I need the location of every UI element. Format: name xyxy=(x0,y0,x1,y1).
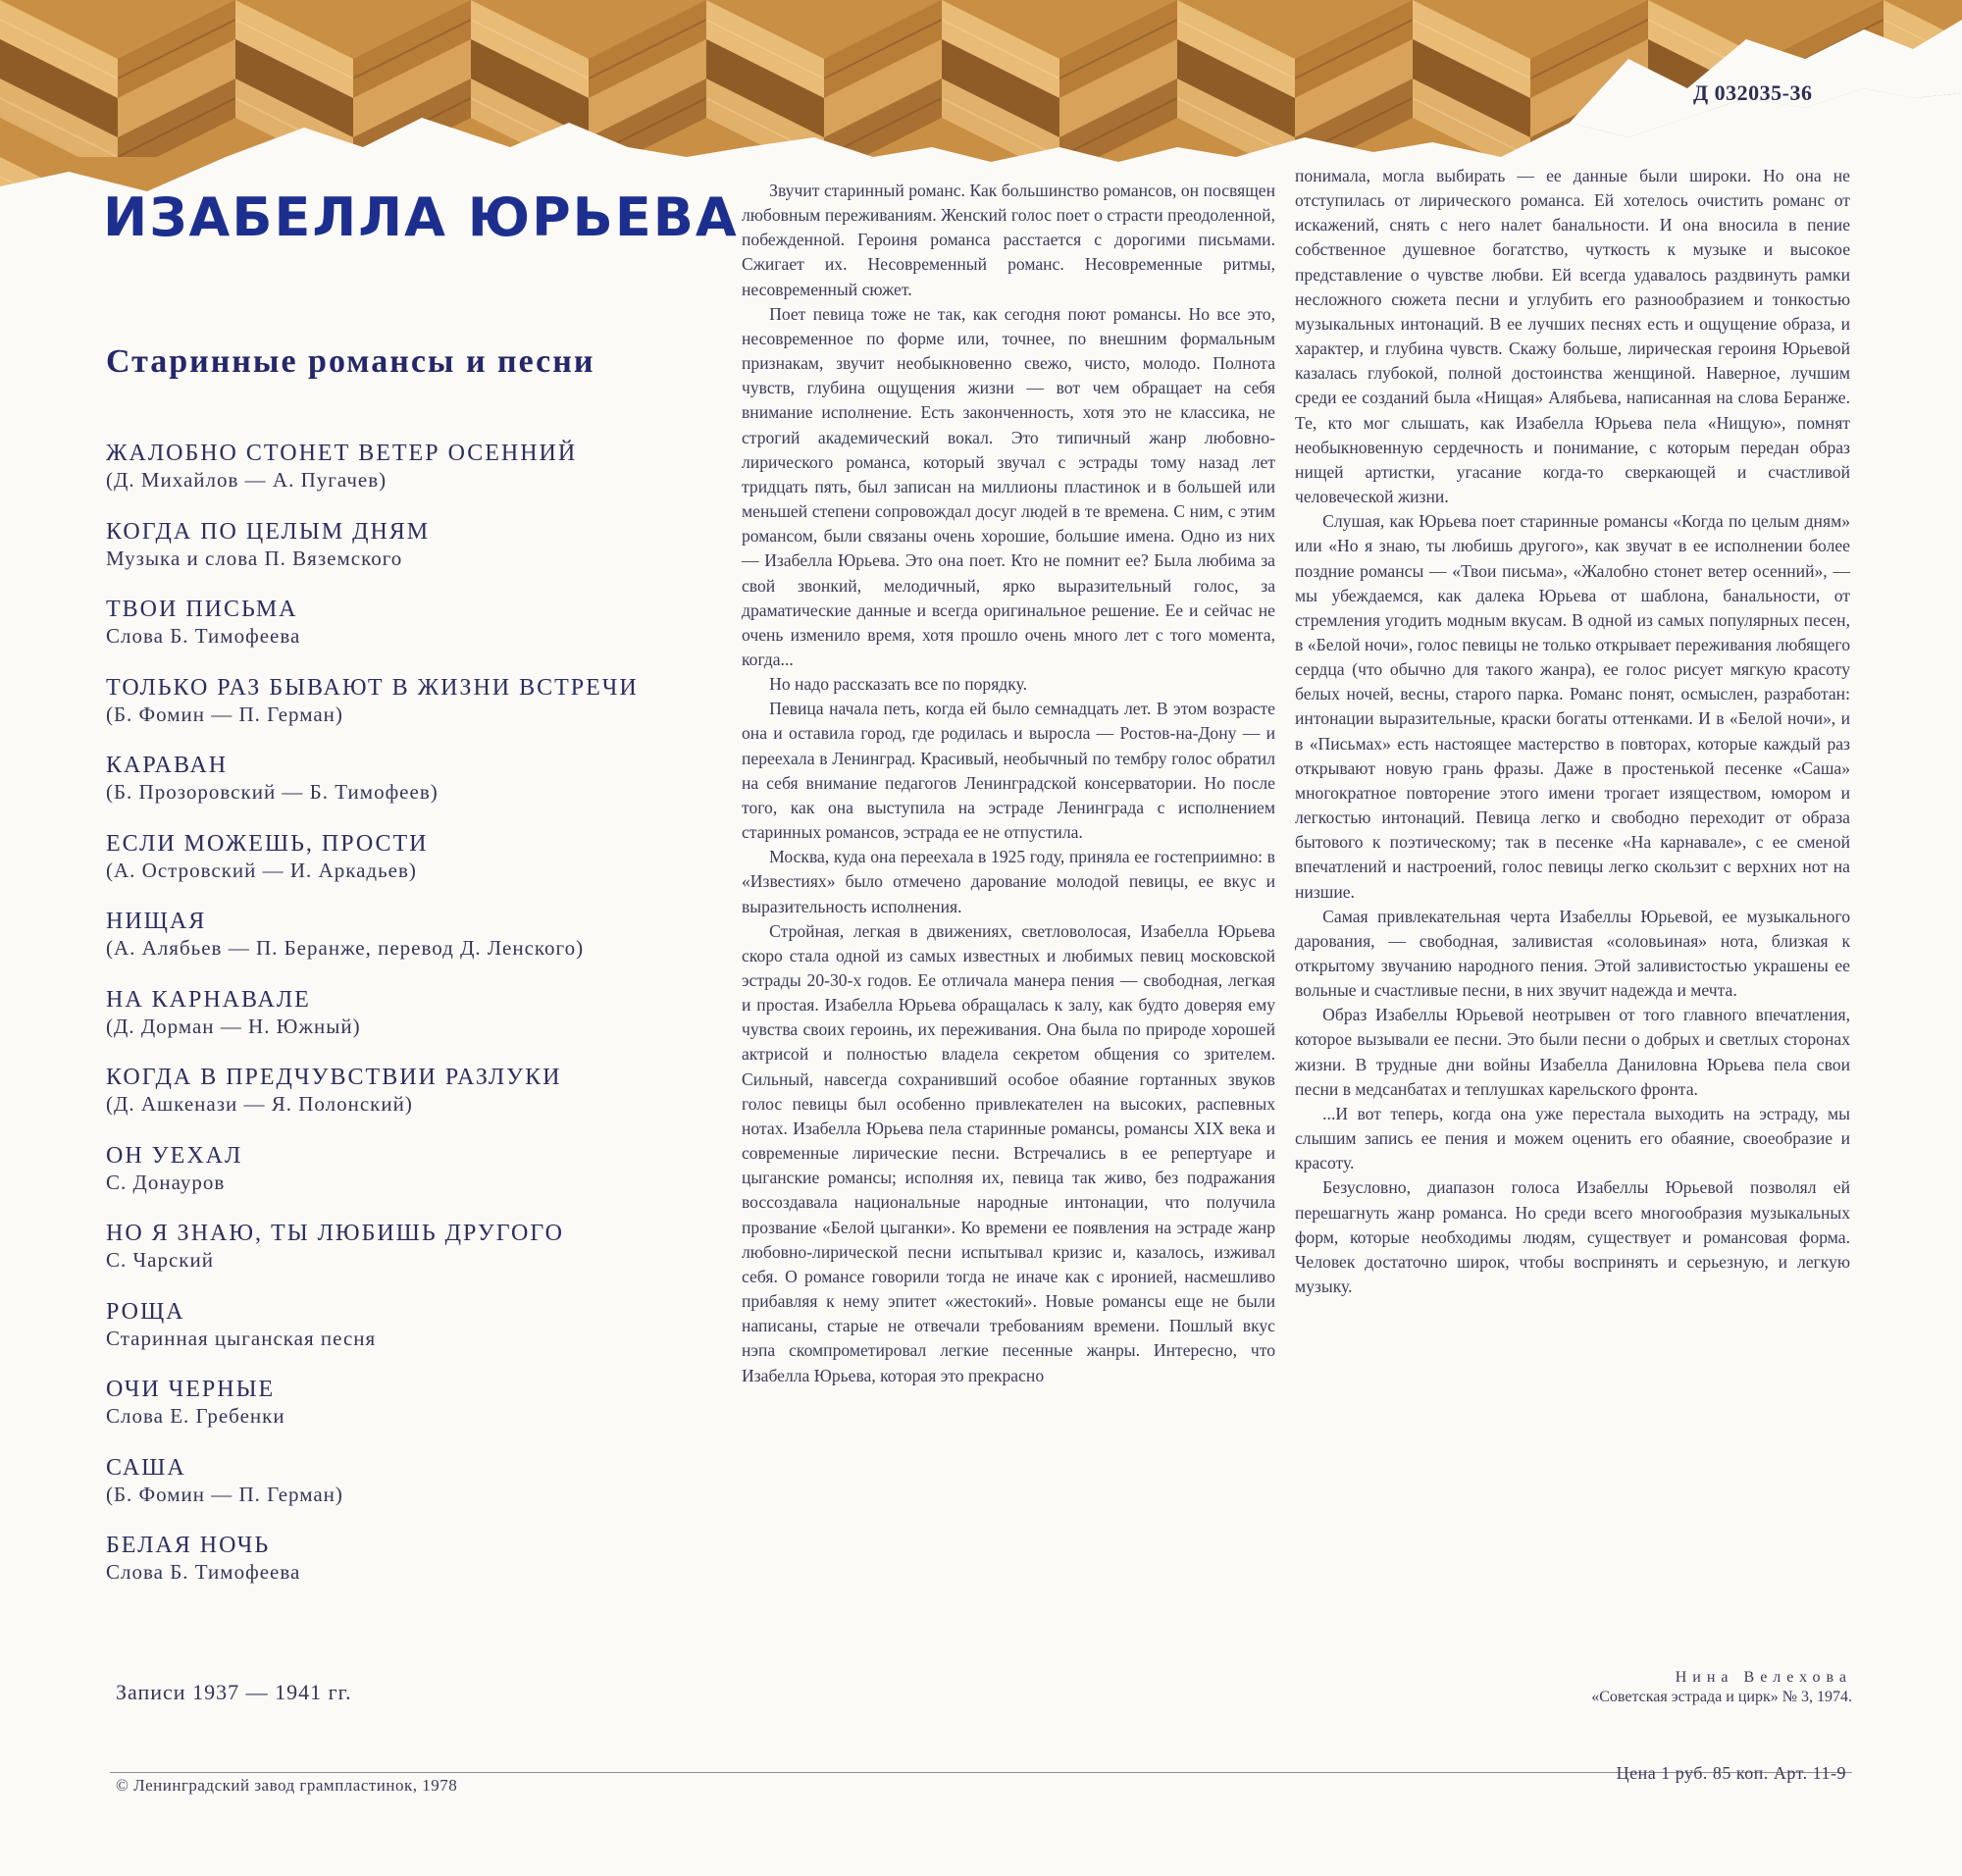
track-title: КАРАВАН xyxy=(106,753,229,778)
track-item xyxy=(106,596,714,674)
track-credit: Старинная цыганская песня xyxy=(106,1326,377,1350)
article-column-2 xyxy=(1295,164,1850,1299)
article-paragraph: понимала, могла выбирать — ее данные были широки. Но она не отступилась от лирического романса. Ей хотелось очистить романс от искажений, снять с него налет банальности. И она вносила в пение собственное душевное богатство, чуткость к музыке и высокое представление о чувстве любви. Ей всегда удавалось раздвинуть рамки несложного сюжета песни и углубить его разнообразием и тонкостью музыкальных интонаций. В ее лучших песнях есть и ощущение образа, и характер, и глубина чувств. Скажу больше, лирическая героиня Юрьевой казалась глубокой, полной достоинства женщиной. Наверное, лучшим среди ее созданий была «Нищая» Алябьева, написанная на слова Беранже. Те, кто мог слышать, как Изабелла Юрьева пела «Нищую», помнят необыкновенную сердечность и понимание, с которым передан образ нищей артистки, угасание когда-то сверкающей и счастливой человеческой жизни. xyxy=(1295,166,1850,507)
article-source: «Советская эстрада и цирк» № 3, 1974. xyxy=(1591,1689,1852,1705)
footer-divider xyxy=(110,1772,1852,1773)
track-item xyxy=(106,1454,714,1533)
track-credit: (Б. Фомин — П. Герман) xyxy=(106,1482,343,1506)
track-title: ТОЛЬКО РАЗ БЫВАЮТ В ЖИЗНИ ВСТРЕЧИ xyxy=(106,674,639,701)
article-paragraph: Самая привлекательная черта Изабеллы Юрьевой, ее музыкального дарования, — свободная, заливистая «соловьиная» нота, близкая к открытому звучанию народного пения. Этой заливистостью украшены ее вольные и счастливые песни, в них звучит надежда и мечта. xyxy=(1295,906,1850,1001)
track-item xyxy=(106,986,714,1065)
track-credit: (А. Островский — И. Аркадьев) xyxy=(106,858,417,882)
track-item xyxy=(106,1298,714,1377)
track-item xyxy=(106,440,714,518)
track-credit: (Б. Фомин — П. Герман) xyxy=(106,702,343,726)
article-paragraph: Образ Изабеллы Юрьевой неотрывен от того главного впечатления, которое вызывали ее песни. Это были песни о добрых и светлых сторонах жизни. В трудные дни войны Изабелла Даниловна Юрьева пела свои песни в медсанбатах и теплушках карельского фронта. xyxy=(1295,1005,1850,1099)
track-credit: (Б. Прозоровский — Б. Тимофеев) xyxy=(106,780,439,804)
track-title: БЕЛАЯ НОЧЬ xyxy=(106,1533,271,1558)
track-title: НО Я ЗНАЮ, ТЫ ЛЮБИШЬ ДРУГОГО xyxy=(106,1221,564,1246)
track-item xyxy=(106,674,714,753)
price-label: Цена 1 руб. 85 коп. Арт. 11-9 xyxy=(1616,1763,1846,1783)
track-item xyxy=(106,908,714,986)
copyright-notice: © Ленинградский завод грампластинок, 1978 xyxy=(116,1776,458,1795)
track-credit: С. Донауров xyxy=(106,1170,226,1194)
track-title: КОГДА В ПРЕДЧУВСТВИИ РАЗЛУКИ xyxy=(106,1065,562,1090)
artist-name: ИЗАБЕЛЛА ЮРЬЕВА xyxy=(103,186,739,248)
track-item xyxy=(106,1532,714,1610)
track-title: ТВОИ ПИСЬМА xyxy=(106,597,298,622)
article-paragraph: Москва, куда она переехала в 1925 году, приняла ее гостеприимно: в «Известиях» было отмечено дарование молодой певицы, ее вкус и выразительность исполнения. xyxy=(742,847,1275,916)
track-credit: Слова Е. Гребенки xyxy=(106,1404,285,1428)
track-item xyxy=(106,518,714,597)
track-credit: (Д. Дорман — Н. Южный) xyxy=(106,1014,361,1038)
article-paragraph: Слушая, как Юрьева поет старинные романсы «Когда по целым дням» или «Но я знаю, ты любишь другого», как звучат в ее исполнении более поздние романсы — «Твои письма», «Жалобно стонет ветер осенний», — мы убеждаемся, как далека Юрьева от шаблона, банальности, от стремления угодить модным вкусам. В одной из самых популярных песен, в «Белой ночи», голос певицы не только открывает переживания любящего сердца (что обычно для такого жанра), ее голос рисует мягкую красоту белых ночей, весны, старого парка. Романс понят, осмыслен, разработан: интонации выразительные, краски богаты оттенками. И в «Белой ночи», и в «Письмах» есть настоящее мастерство в повторах, которые каждый раз открывают новую грань фразы. Даже в простенькой песенке «Саша» многократное повторение этого имени трогает изяществом, юмором и легкостью интонаций. Певица легко и свободно переходит от образа бытового к поэтическому; так в песенке «На карнавале», с ее сменой впечатлений и настроений, голос певицы легко скользит с верхних нот на низшие. xyxy=(1295,511,1850,902)
article-author: Нина Велехова xyxy=(1675,1669,1852,1686)
track-title: РОЩА xyxy=(106,1298,185,1325)
article-column-1 xyxy=(742,179,1275,1388)
article-signature xyxy=(1591,1668,1852,1707)
track-credit: (А. Алябьев — П. Беранже, перевод Д. Ленского) xyxy=(106,936,585,960)
catalog-number: Д 032035-36 xyxy=(1693,80,1813,105)
track-credit: (Д. Михайлов — А. Пугачев) xyxy=(106,468,387,492)
track-title: ОН УЕХАЛ xyxy=(106,1142,243,1169)
article-paragraph: Стройная, легкая в движениях, светловолосая, Изабелла Юрьева скоро стала одной из самых известных и любимых певиц московской эстрады 20-30-х годов. Ее отличала манера пения — свободная, легкая и простая. Изабелла Юрьева обращалась к залу, как будто доверяя ему чувства своих героинь, их переживания. Она была по природе хорошей актрисой и полностью владела секретом общения со зрителем. Сильный, навсегда сохранивший особое обаяние гортанных звуков голос певицы был особенно привлекателен на высоких, распевных нотах. Изабелла Юрьева пела старинные романсы, романсы XIX века и современные лирические песни. Встречались в ее репертуаре и цыганские романсы; исполняя их, певица так живо, без подражания воссоздавала национальные народные интонации, что получила прозвание «Белой цыганки». Ко времени ее появления на эстраде жанр любовно-лирической песни испытывал кризис и, казалось, изживал себя. О романсе говорили тогда не иначе как с иронией, насмешливо прибавляя к нему эпитет «жестокий». Новые романсы еще не были написаны, старые не отвечали требованиям времени. Пошлый вкус нэпа скомпрометировал легкие песенные жанры. Интересно, что Изабелла Юрьева, которая это прекрасно xyxy=(742,920,1275,1385)
article-paragraph: Безусловно, диапазон голоса Изабеллы Юрьевой позволял ей перешагнуть жанр романса. Но среди всего многообразия музыкальных форм, которые необходимы людям, существует и романсовая форма. Человек достаточно широк, чтобы воспринять и серьезную, и легкую музыку. xyxy=(1295,1177,1850,1297)
track-credit: Слова Б. Тимофеева xyxy=(106,1560,301,1584)
track-item xyxy=(106,1142,714,1221)
album-subtitle: Старинные романсы и песни xyxy=(106,343,595,380)
track-credit: Музыка и слова П. Вяземского xyxy=(106,546,403,570)
article-paragraph: Но надо рассказать все по порядку. xyxy=(769,674,1027,695)
track-credit: С. Чарский xyxy=(106,1248,214,1272)
track-title: КОГДА ПО ЦЕЛЫМ ДНЯМ xyxy=(106,518,431,545)
article-paragraph: ...И вот теперь, когда она уже перестала выходить на эстраду, мы слышим запись ее пения и можем оценить его обаяние, своеобразие и красоту. xyxy=(1295,1103,1850,1173)
track-item xyxy=(106,752,714,830)
track-title: ЕСЛИ МОЖЕШЬ, ПРОСТИ xyxy=(106,830,429,857)
track-list xyxy=(106,440,714,1610)
recordings-note: Записи 1937 — 1941 гг. xyxy=(116,1680,352,1704)
track-credit: (Д. Ашкенази — Я. Полонский) xyxy=(106,1092,413,1116)
track-item xyxy=(106,1064,714,1142)
track-credit: Слова Б. Тимофеева xyxy=(106,624,301,648)
track-item xyxy=(106,1376,714,1454)
track-title: НИЩАЯ xyxy=(106,909,207,934)
article-paragraph: Поет певица тоже не так, как сегодня поют романсы. Но все это, несовременное по форме или, точнее, по внешним формальным признакам, звучит необыкновенно свежо, чисто, молодо. Полнота чувств, глубина ощущения жизни — вот чем обращает на себя внимание исполнение. Есть законченность, хотя это не классика, не строгий академический вокал. Это типичный жанр любовно-лирического романса, который звучал с эстрады тому назад лет тридцать пять, был записан на миллионы пластинок и в большей или меньшей степени сопровождал досуг людей в те времена. С ним, с этим романсом, были связаны очень хорошие, большие имена. Одно из них — Изабелла Юрьева. Это она поет. Кто не помнит ее? Была любима за свой звонкий, мелодичный, ярко выразительный голос, за драматические данные и всегда оригинальное решение. Ее и сейчас не очень изменило время, хотя прошло очень много лет с того момента, когда... xyxy=(742,303,1275,669)
track-title: ЖАЛОБНО СТОНЕТ ВЕТЕР ОСЕННИЙ xyxy=(106,441,578,466)
track-item xyxy=(106,1220,714,1298)
track-item xyxy=(106,830,714,909)
track-title: САША xyxy=(106,1454,186,1481)
article-paragraph: Певица начала петь, когда ей было семнадцать лет. В этом возрасте она и оставила город, где родилась и выросла — Ростов-на-Дону — и переехала в Ленинград. Красивый, необычный по тембру голос обратил на себя внимание педагогов Ленинградской консерватории. Но после того, как она выступила на эстраде Ленинграда с исполнением старинных романсов, эстрада ее не отпустила. xyxy=(742,699,1275,843)
track-title: ОЧИ ЧЕРНЫЕ xyxy=(106,1377,276,1402)
article-paragraph: Звучит старинный романс. Как большинство романсов, он посвящен любовным переживаниям. Женский голос поет о страсти преодоленной, побежденной. Героиня романса расстается с дорогими письмами. Сжигает их. Несовременный романс. Несовременные ритмы, несовременный сюжет. xyxy=(742,181,1275,299)
track-title: НА КАРНАВАЛЕ xyxy=(106,986,311,1013)
